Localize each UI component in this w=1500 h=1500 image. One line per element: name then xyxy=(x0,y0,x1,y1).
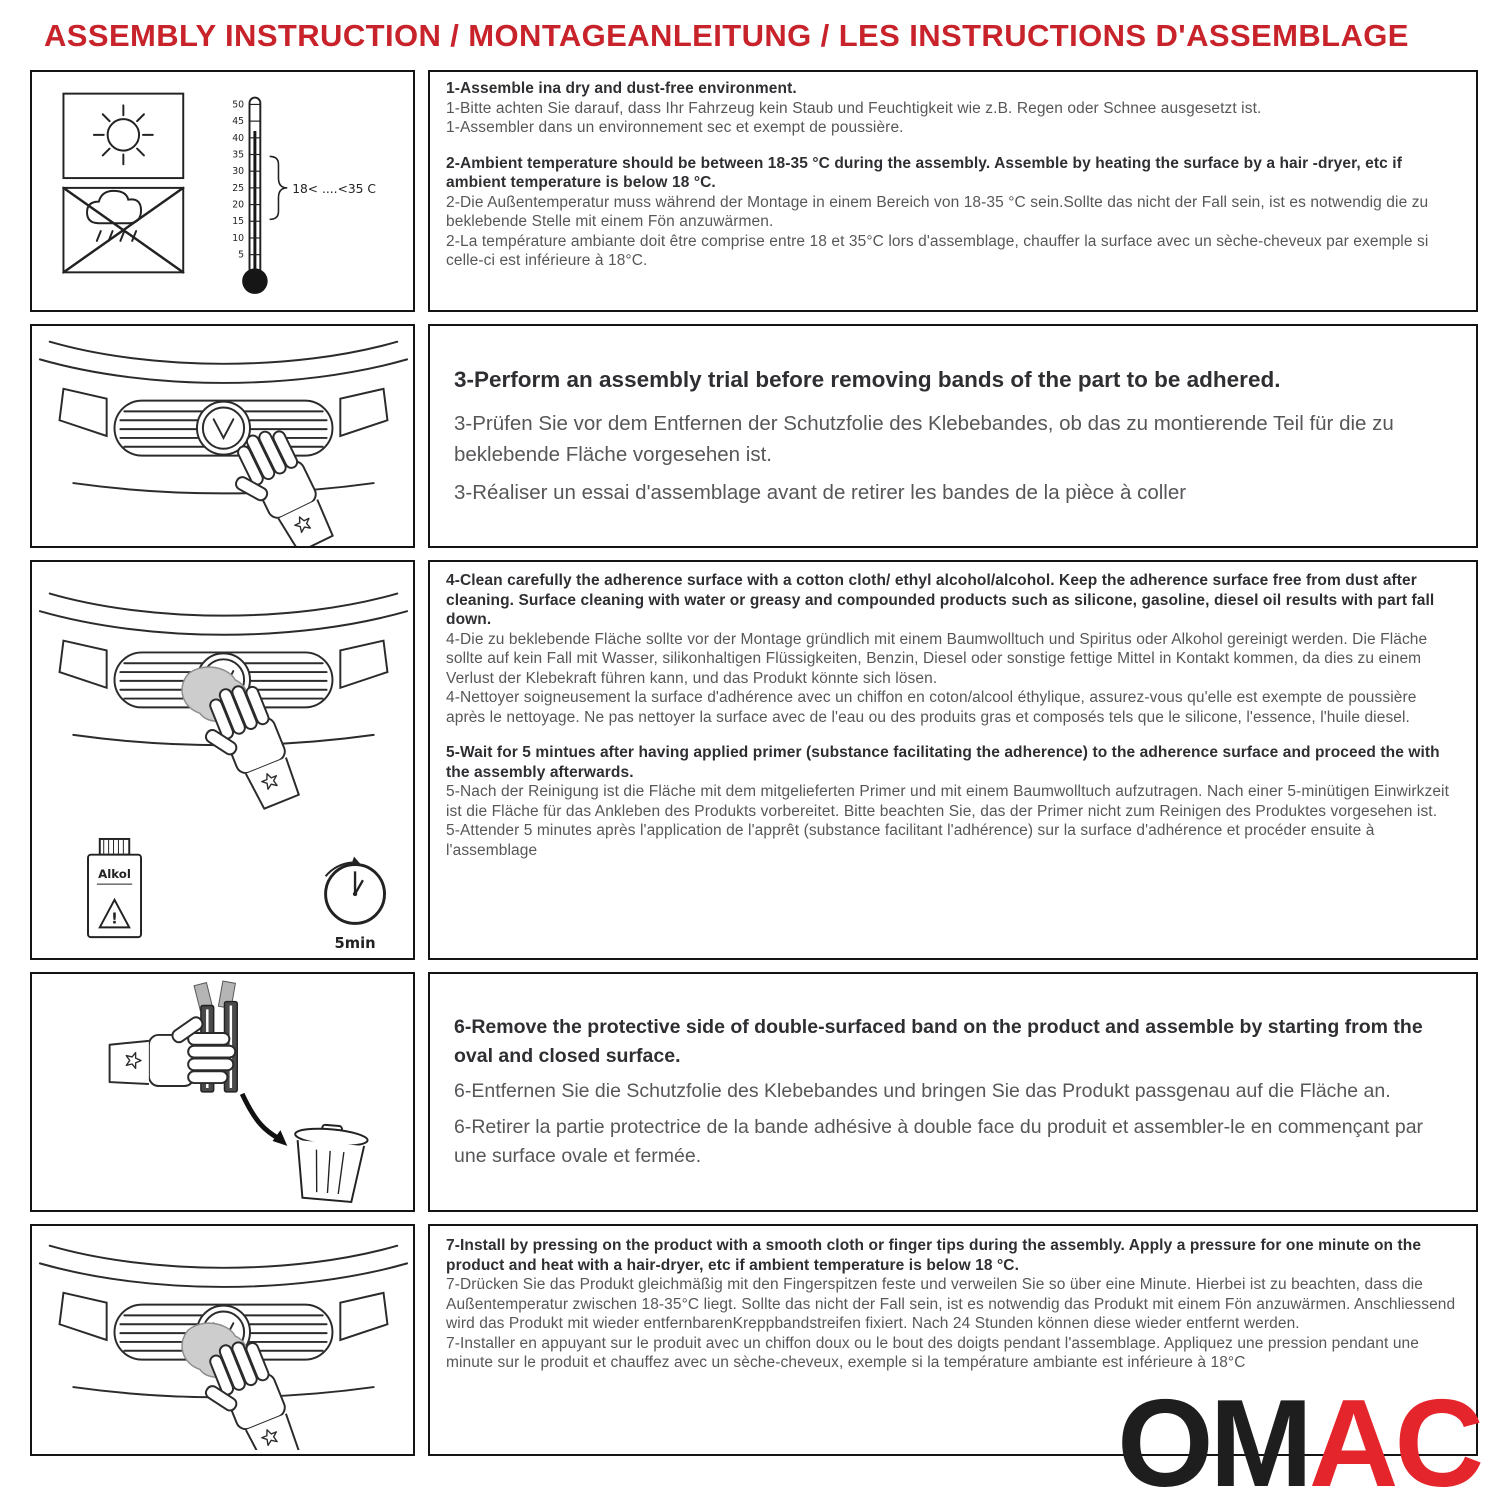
scale-tick: 50 xyxy=(231,99,244,111)
step-row-4-5 xyxy=(30,560,1478,960)
instruction-text: 6-Retirer la partie protectrice de la bande adhésive à double face du produit et assembler-le en commençant par une surface ovale et fermée. xyxy=(454,1115,1424,1167)
instruction-text: 4-Clean carefully the adherence surface with a cotton cloth/ ethyl alcohol/alcohol. Keep the adherence surface free from dust after cleaning. Surface cleaning with water or greasy and compounded products such as silicone, gasoline, diesel oil results with part fall down. xyxy=(446,572,1435,629)
range-bracket xyxy=(269,157,287,220)
scale-tick: 5 xyxy=(237,249,244,261)
step-row-6 xyxy=(30,972,1478,1212)
sun-icon xyxy=(63,94,183,178)
instruction-text: 3-Réaliser un essai d'assemblage avant de retirer les bandes de la pièce à coller xyxy=(454,481,1187,505)
thermometer-icon xyxy=(232,98,376,294)
instruction-text: 5-Attender 5 minutes après l'application de l'apprêt (substance facilitant l'adhérence) sur la surface d'adhérence et procéder ensuite à l'assemblage xyxy=(446,822,1375,859)
omac-logo xyxy=(1117,1374,1480,1500)
illustration-box-trial xyxy=(30,324,415,548)
instruction-text: 7-Drücken Sie das Produkt gleichmäßig mit den Fingerspitzen feste und verweilen Sie so über eine Minute. Hierbei ist zu beachten, dass die Außentemperatur zwischen 18-35°C liegt. Sollte das nicht der Fall sein, ist es notwendig das Produkt mit einem Fön anzuwärmen. Anschliessend wird das Produkt mit wieder entfernbarenKreppbandstreifen fixiert. Nach 24 Stunden können diese wieder entfernt werden. xyxy=(446,1276,1456,1333)
scale-tick: 10 xyxy=(231,233,244,245)
scale-tick: 15 xyxy=(231,216,244,228)
instruction-text: 3-Prüfen Sie vor dem Entfernen der Schutzfolie des Klebebandes, ob das zu montierende Teil für die zu beklebende Fläche vorgesehen ist. xyxy=(454,411,1394,466)
temperature-range-label: 18< ....<35 C xyxy=(291,181,376,196)
no-rain-icon xyxy=(63,188,183,272)
instructions-step-4-5 xyxy=(428,560,1478,960)
clock-label: 5min xyxy=(333,934,376,952)
bottle-label: Alkol xyxy=(97,866,131,881)
instruction-text: 7-Install by pressing on the product with a smooth cloth or finger tips during the assembly. Apply a pressure for one minute on the product and heat with a hair-dryer, etc if ambient temperature is below 18 °C. xyxy=(446,1237,1422,1274)
scale-tick: 40 xyxy=(231,132,244,144)
omac-logo-black-part: OM xyxy=(1117,1374,1309,1500)
scale-tick: 30 xyxy=(231,166,244,178)
pressing-illustration xyxy=(34,1230,412,1451)
environment-illustration xyxy=(34,74,412,308)
alcohol-bottle-icon xyxy=(88,839,141,937)
warning-mark: ! xyxy=(110,909,118,927)
page-title: ASSEMBLY INSTRUCTION / MONTAGEANLEITUNG / LES INSTRUCTIONS D'ASSEMBLAGE xyxy=(44,18,1409,53)
instruction-text: 1-Assemble ina dry and dust-free environment. xyxy=(446,80,797,97)
instruction-text: 1-Bitte achten Sie darauf, dass Ihr Fahrzeug kein Staub und Feuchtigkeit wie z.B. Regen oder Schnee ausgesetzt ist. xyxy=(446,99,1262,117)
assembly-trial-illustration xyxy=(34,326,412,547)
hand-icon xyxy=(109,1015,235,1086)
instruction-text: 4-Die zu beklebende Fläche sollte vor der Montage gründlich mit einem Baumwolltuch und Spiritus oder Alkohol gereinigt werden. Die Fläche sollte auf kein Fall mit Wasser, silikonhaltigen Flüssigkeiten, Benzin, Diesel oder sonstige fettige Mittel in Kontakt kommen, da dies zu einem Verlust der Klebekraft führen kann, und das Produkt könnte sich lösen. xyxy=(446,630,1428,687)
scale-tick: 20 xyxy=(231,199,244,211)
omac-logo-red-part: AC xyxy=(1308,1374,1480,1500)
instructions-step-1-2 xyxy=(428,70,1478,312)
illustration-box-pressing xyxy=(30,1224,415,1456)
instruction-text: 1-Assembler dans un environnement sec et exempt de poussière. xyxy=(446,119,904,137)
instruction-text: 6-Entfernen Sie die Schutzfolie des Klebebandes und bringen Sie das Produkt passgenau auf die Fläche an. xyxy=(454,1080,1391,1103)
clock-icon xyxy=(325,856,384,923)
illustration-box-environment xyxy=(30,70,415,312)
instruction-text: 7-Installer en appuyant sur le produit avec un chiffon doux ou le bout des doigts pendant l'assemblage. Appliquez une pression pendant une minute sur le produit et chauffez avec un sèche-cheveux, exemple si la température ambiante est inférieure à 18°C xyxy=(446,1334,1419,1372)
instructions-step-3 xyxy=(428,324,1478,548)
instruction-text: 6-Remove the protective side of double-surfaced band on the product and assemble by starting from the oval and closed surface. xyxy=(454,1015,1423,1068)
car-grille-icon xyxy=(39,341,406,493)
trash-can-icon xyxy=(289,1122,368,1203)
instruction-text: 2-Die Außentemperatur muss während der Montage in einem Bereich von 18-35 °C sein.Sollte das nicht der Fall sein, ist es notwendig die zu beklebende Stelle mit einem Fön anzuwärmen. xyxy=(446,193,1429,231)
illustration-box-cleaning xyxy=(30,560,415,960)
scale-tick: 45 xyxy=(231,116,244,128)
instructions-step-6 xyxy=(428,972,1478,1212)
instruction-text: 2-Ambient temperature should be between 18-35 °C during the assembly. Assemble by heating the surface by a hair -dryer, etc if ambient temperature is below 18 °C. xyxy=(446,154,1402,192)
instruction-text: 5-Nach der Reinigung ist die Fläche mit dem mitgelieferten Primer und mit einem Baumwolltuch aufzutragen. Nach einer 5-minütigen Einwirkzeit ist die Fläche für das Ankleben des Produkts vorbereitet. Bitte beachten Sie, das der Primer nicht zum Reinigen des Produktes vorgesehen ist. xyxy=(446,783,1450,820)
instruction-text: 5-Wait for 5 mintues after having applied primer (substance facilitating the adherence) to the adherence surface and proceed the with the assembly afterwards. xyxy=(446,744,1440,781)
illustration-box-band-removal xyxy=(30,972,415,1212)
band-removal-illustration xyxy=(34,978,412,1206)
arrow-down-icon xyxy=(242,1094,287,1146)
step-row-3 xyxy=(30,324,1478,548)
step-row-1-2 xyxy=(30,70,1478,312)
instruction-text: 2-La température ambiante doit être comprise entre 18 et 35°C lors d'assemblage, chauffer la surface avec un sèche-cheveux par exemple si celle-ci est inférieure à 18°C. xyxy=(446,232,1429,270)
instruction-text: 4-Nettoyer soigneusement la surface d'adhérence avec un chiffon en coton/alcool éthylique, assurez-vous qu'elle est exempte de poussière après le nettoyage. Ne pas nettoyer la surface avec de l'eau ou des produits gras et composés tels que le silicone, l'essence, l'huile diesel. xyxy=(446,689,1417,726)
instruction-text: 3-Perform an assembly trial before removing bands of the part to be adhered. xyxy=(454,367,1281,392)
scale-tick: 25 xyxy=(231,182,244,194)
scale-tick: 35 xyxy=(231,149,244,161)
cleaning-illustration xyxy=(34,568,412,953)
